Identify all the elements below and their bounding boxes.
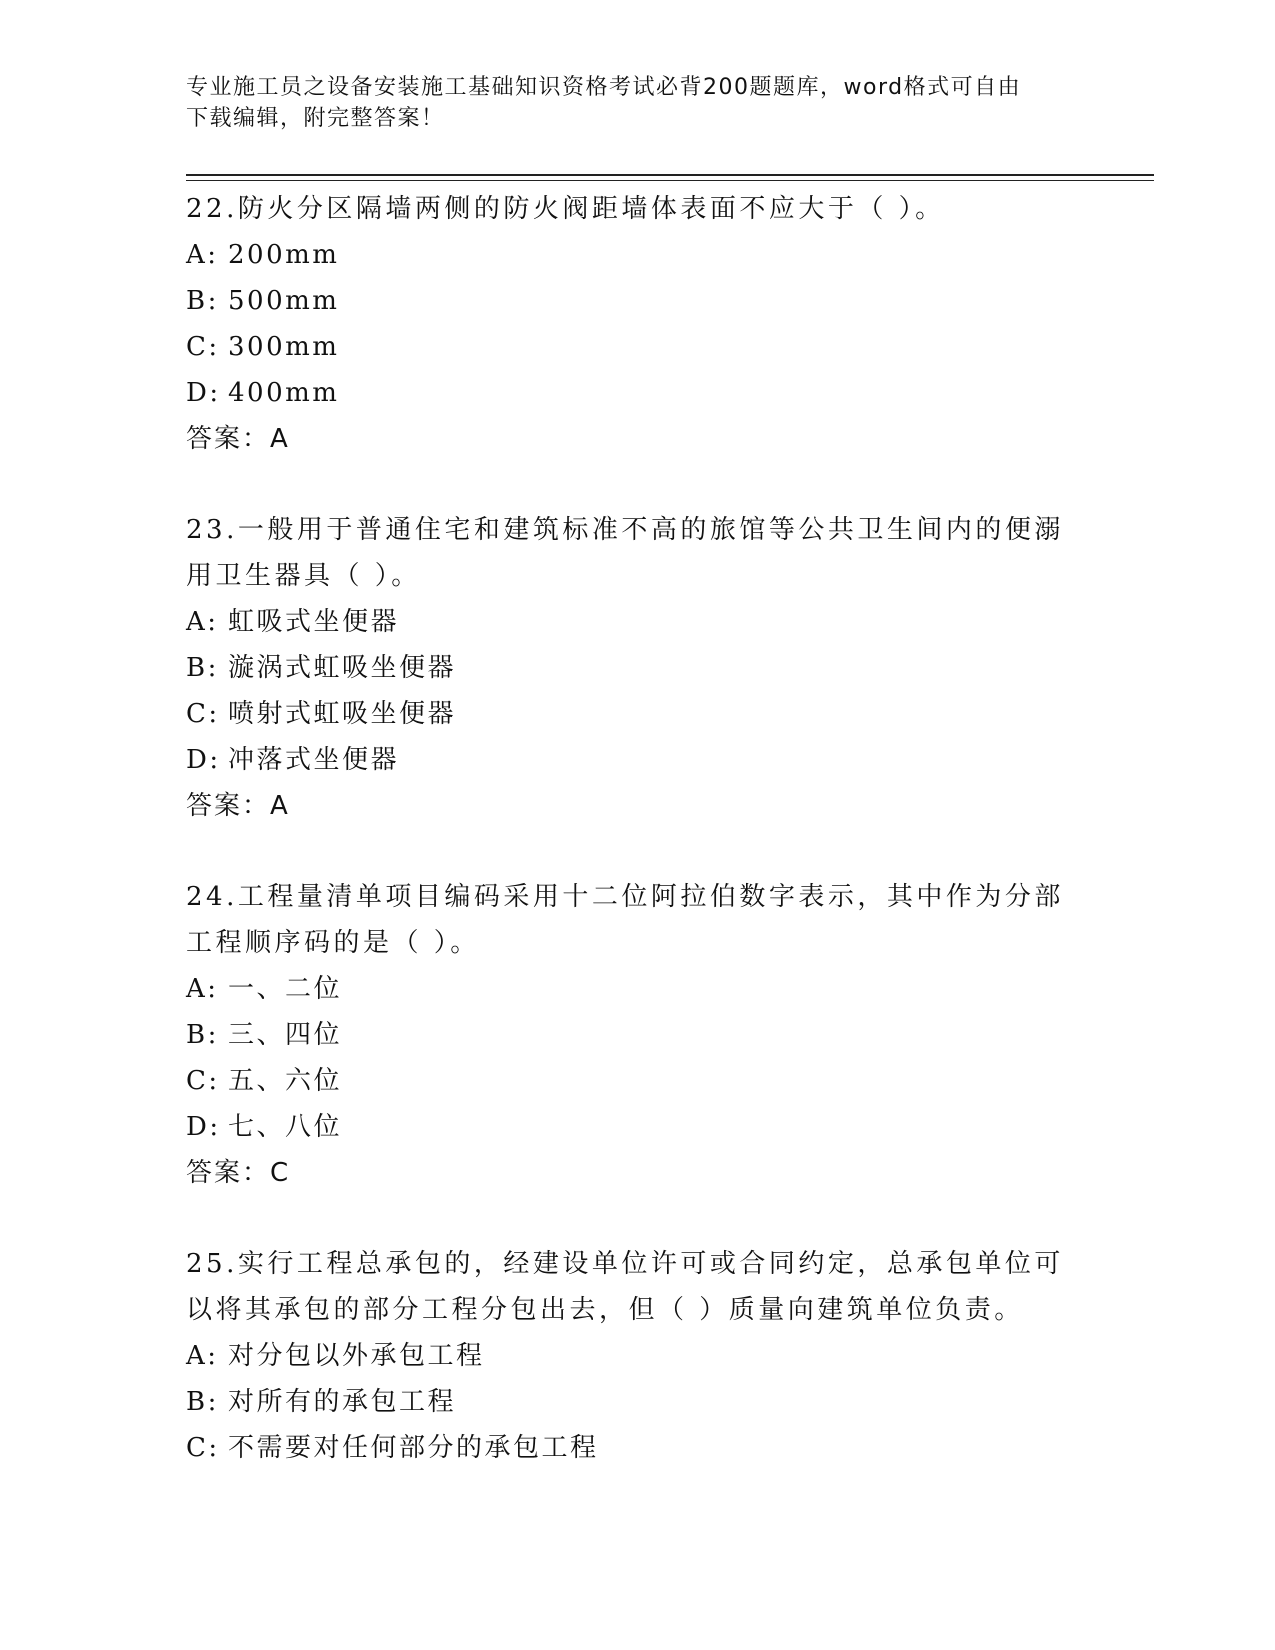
question-stem: 23.一般用于普通住宅和建筑标准不高的旅馆等公共卫生间内的便溺用卫生器具（ ）。	[186, 515, 1064, 591]
option-b	[186, 1379, 1086, 1425]
header-title-line-1: 专业施工员之设备安装施工基础知识资格考试必背200题题库，word格式可自由	[186, 75, 1022, 100]
option-text: 漩涡式虹吸坐便器	[228, 653, 457, 683]
option-a	[186, 966, 1086, 1012]
option-letter: B:	[186, 1387, 219, 1417]
answer-line: 答案：A	[186, 791, 290, 821]
option-text: 300mm	[228, 332, 340, 362]
option-d	[186, 737, 1086, 783]
option-letter: A:	[186, 974, 219, 1004]
option-text: 200mm	[228, 240, 340, 270]
option-a	[186, 1333, 1086, 1379]
option-text: 400mm	[228, 378, 340, 408]
option-letter: C:	[186, 699, 220, 729]
option-text: 500mm	[228, 286, 340, 316]
header-title-line-2: 下载编辑，附完整答案！	[186, 106, 445, 131]
option-d	[186, 1104, 1086, 1150]
option-letter: C:	[186, 1066, 220, 1096]
option-c	[186, 324, 1086, 370]
option-letter: A:	[186, 607, 219, 637]
option-b	[186, 278, 1086, 324]
option-letter: C:	[186, 332, 220, 362]
question-24	[186, 874, 1086, 1196]
option-text: 五、六位	[228, 1066, 343, 1096]
question-stem: 25.实行工程总承包的，经建设单位许可或合同约定，总承包单位可以将其承包的部分工程分包出去，但（ ）质量向建筑单位负责。	[186, 1249, 1064, 1325]
question-stem: 22.防火分区隔墙两侧的防火阀距墙体表面不应大于（ ）。	[186, 194, 945, 224]
header-divider-thick	[186, 174, 1154, 176]
answer-line: 答案：C	[186, 1158, 291, 1188]
option-letter: D:	[186, 378, 221, 408]
option-letter: B:	[186, 653, 219, 683]
option-text: 不需要对任何部分的承包工程	[228, 1433, 599, 1463]
option-a	[186, 599, 1086, 645]
option-letter: A:	[186, 240, 219, 270]
question-list	[186, 186, 1086, 1516]
option-b	[186, 1012, 1086, 1058]
header-divider-thin	[186, 180, 1154, 181]
option-letter: A:	[186, 1341, 219, 1371]
option-c	[186, 691, 1086, 737]
question-23	[186, 507, 1086, 829]
option-c	[186, 1058, 1086, 1104]
option-text: 三、四位	[228, 1020, 343, 1050]
option-letter: C:	[186, 1433, 220, 1463]
option-text: 喷射式虹吸坐便器	[228, 699, 457, 729]
option-letter: D:	[186, 1112, 221, 1142]
document-header	[186, 72, 1066, 134]
option-b	[186, 645, 1086, 691]
option-c	[186, 1425, 1086, 1471]
question-stem: 24.工程量清单项目编码采用十二位阿拉伯数字表示，其中作为分部工程顺序码的是（ ）。	[186, 882, 1064, 958]
option-letter: D:	[186, 745, 221, 775]
option-letter: B:	[186, 286, 219, 316]
option-a	[186, 232, 1086, 278]
option-text: 七、八位	[228, 1112, 343, 1142]
answer-line: 答案：A	[186, 424, 290, 454]
question-22	[186, 186, 1086, 462]
option-text: 冲落式坐便器	[228, 745, 400, 775]
option-text: 一、二位	[228, 974, 343, 1004]
option-text: 虹吸式坐便器	[228, 607, 400, 637]
question-25	[186, 1241, 1086, 1471]
option-letter: B:	[186, 1020, 219, 1050]
option-d	[186, 370, 1086, 416]
option-text: 对分包以外承包工程	[228, 1341, 485, 1371]
option-text: 对所有的承包工程	[228, 1387, 457, 1417]
